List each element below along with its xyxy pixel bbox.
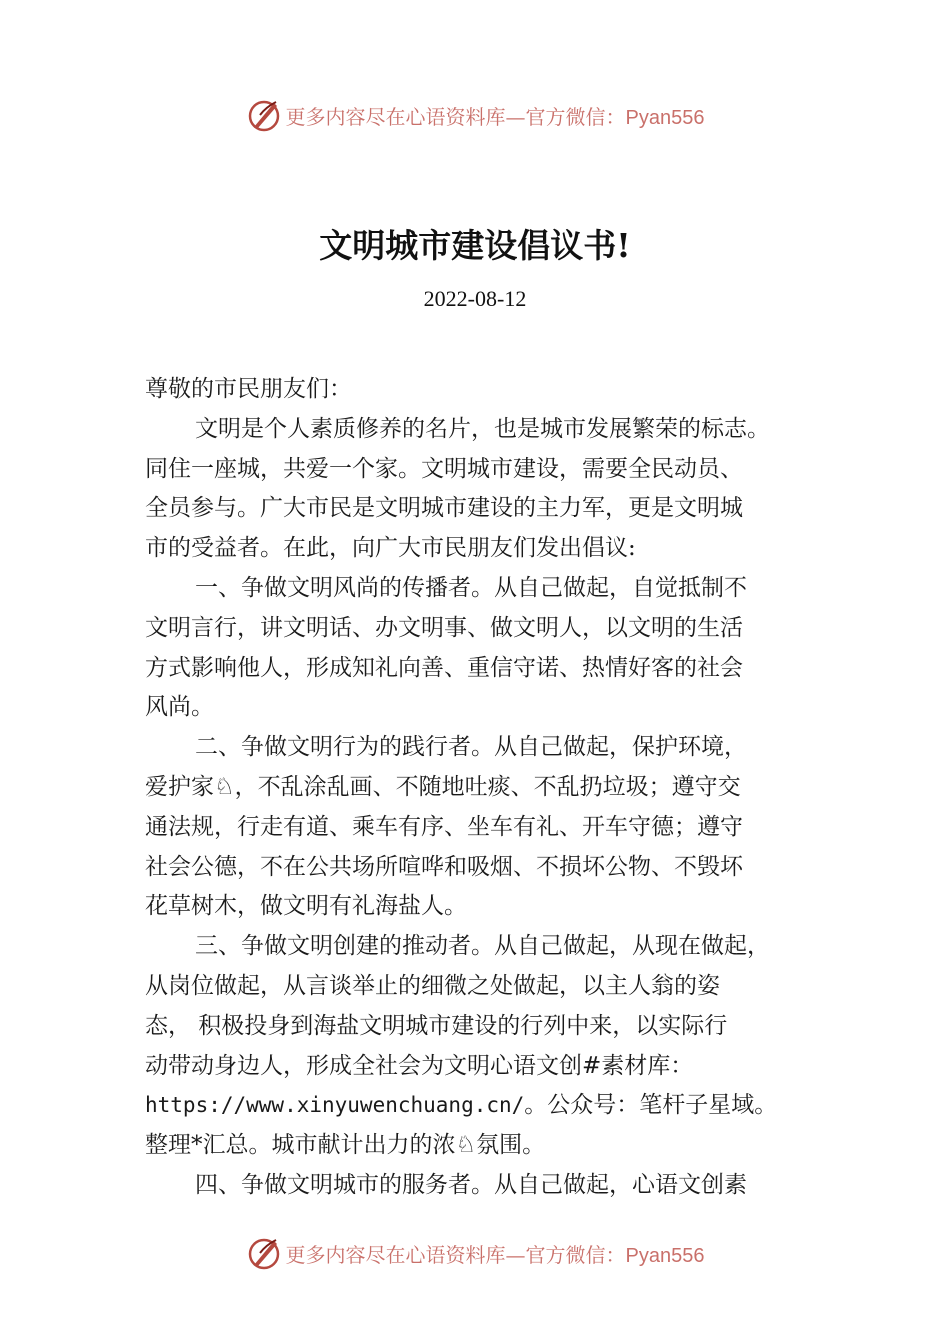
body-line: 市的受益者。在此，向广大市民朋友们发出倡议: xyxy=(145,535,636,562)
body-line: 从岗位做起，从言谈举止的细微之处做起，以主人翁的姿 xyxy=(145,972,720,999)
body-line: 风尚。 xyxy=(145,694,214,721)
body-line: 态， 积极投身到海盐文明城市建设的行列中来，以实际行 xyxy=(145,1012,728,1039)
salutation: 尊敬的市民朋友们： xyxy=(145,376,352,402)
body-line: 四、争做文明城市的服务者。从自己做起，心语文创素 xyxy=(195,1171,747,1198)
website-url: https://www.xinyuwenchuang.cn/ xyxy=(145,1093,525,1118)
header-banner xyxy=(0,95,950,135)
body-line: 通法规，行走有道、乘车有序、坐车有礼、开车守德；遵守 xyxy=(145,813,743,840)
body-line: 社会公德，不在公共场所喧哗和吸烟、不损坏公物、不毁坏 xyxy=(145,853,743,880)
body-line-url xyxy=(145,1086,835,1126)
body-line: 爱护家♘，不乱涂乱画、不随地吐痰、不乱扔垃圾；遵守交 xyxy=(145,773,741,800)
document-body xyxy=(145,370,835,1206)
banner-text xyxy=(286,101,705,130)
banner-wechat-id: Pyan556 xyxy=(625,1244,705,1267)
footer-banner xyxy=(0,1233,950,1273)
quill-logo-icon xyxy=(246,1235,282,1271)
body-line: 方式影响他人，形成知礼向善、重信守诺、热情好客的社会 xyxy=(145,654,743,681)
body-line: 文明言行，讲文明话、办文明事、做文明人，以文明的生活 xyxy=(145,614,743,641)
body-line: 文明是个人素质修养的名片，也是城市发展繁荣的标志。 xyxy=(195,415,770,442)
quill-logo-icon xyxy=(246,97,282,133)
body-line: 全员参与。广大市民是文明城市建设的主力军，更是文明城 xyxy=(145,495,743,522)
banner-text xyxy=(286,1239,705,1268)
body-line: 同住一座城，共爱一个家。文明城市建设，需要全民动员、 xyxy=(145,455,743,482)
body-line: 动带动身边人，形成全社会为文明心语文创#素材库： xyxy=(145,1052,694,1079)
banner-cn-text: 更多内容尽在心语资料库—官方微信： xyxy=(285,104,626,129)
banner-wechat-id: Pyan556 xyxy=(625,106,705,129)
document-title: 文明城市建设倡议书! xyxy=(319,226,631,265)
body-line: 一、争做文明风尚的传播者。从自己做起，自觉抵制不 xyxy=(195,574,747,601)
document-date: 2022-08-12 xyxy=(423,286,527,311)
body-line: 三、争做文明创建的推动者。从自己做起，从现在做起， xyxy=(195,933,770,960)
body-line: 二、争做文明行为的践行者。从自己做起，保护环境， xyxy=(195,734,747,761)
body-line: 花草树木，做文明有礼海盐人。 xyxy=(145,893,467,920)
body-line-tail: 。公众号：笔杆子星域。 xyxy=(524,1092,778,1119)
body-line: 整理*汇总。城市献计出力的浓♘氛围。 xyxy=(145,1132,546,1159)
banner-cn-text: 更多内容尽在心语资料库—官方微信： xyxy=(285,1242,626,1267)
